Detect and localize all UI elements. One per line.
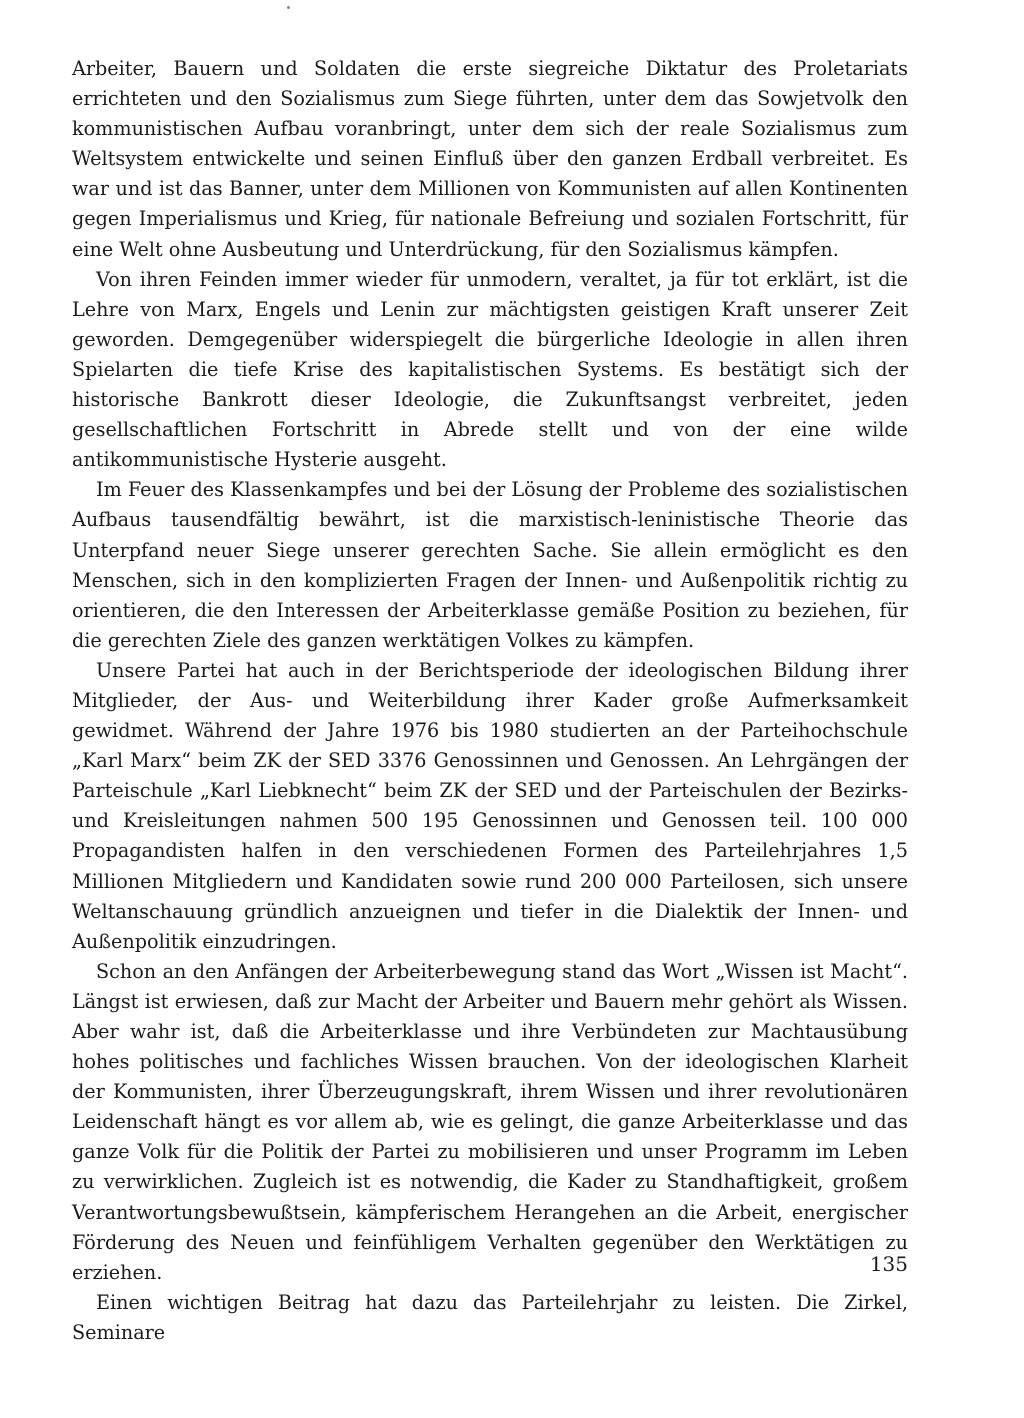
scan-speck bbox=[287, 6, 290, 9]
paragraph: Von ihren Feinden immer wieder für unmodern, veraltet, ja für tot erklärt, ist die Lehre von Marx, Engels und Lenin zur mächtigsten geistigen Kraft unserer Zeit geworden. Demgegenüber widerspiegelt die bürgerliche Ideologie in allen ihren Spielarten die tiefe Krise des kapitalistischen Systems. Es bestätigt sich der historische Bankrott dieser Ideologie, die Zukunftsangst verbreitet, jeden gesellschaftlichen Fortschritt in Abrede stellt und von der eine wilde antikommunistische Hysterie ausgeht. bbox=[72, 267, 908, 472]
page-number: 135 bbox=[869, 1252, 908, 1276]
paragraph: Im Feuer des Klassenkampfes und bei der Lösung der Probleme des sozialistischen Aufbaus tausendfältig bewährt, ist die marxistisch-leninistische Theorie das Unterpfand neuer Siege unserer gerechten Sache. Sie allein ermöglicht es den Menschen, sich in den komplizierten Fragen der Innen- und Außenpolitik richtig zu orientieren, die den Interessen der Arbeiterklasse gemäße Position zu beziehen, für die gerechten Ziele des ganzen werktätigen Volkes zu kämpfen. bbox=[72, 478, 908, 652]
paragraph: Arbeiter, Bauern und Soldaten die erste siegreiche Diktatur des Proletariats errichteten und den Sozialismus zum Siege führten, unter dem das Sowjetvolk den kommunistischen Aufbau voranbringt, unter dem sich der reale Sozialismus zum Weltsystem entwickelte und seinen Einfluß über den ganzen Erdball verbreitet. Es war und ist das Banner, unter dem Millionen von Kommunisten auf allen Kontinenten gegen Imperialismus und Krieg, für nationale Befreiung und sozialen Fortschritt, für eine Welt ohne Ausbeutung und Unterdrückung, für den Sozialismus kämpfen. bbox=[72, 57, 908, 261]
body-text bbox=[72, 54, 908, 1348]
paragraph: Einen wichtigen Beitrag hat dazu das Parteilehrjahr zu leisten. Die Zirkel, Seminare bbox=[72, 1290, 908, 1344]
paragraph: Schon an den Anfängen der Arbeiterbewegung stand das Wort „Wissen ist Macht“. Längst ist erwiesen, daß zur Macht der Arbeiter und Bauern mehr gehört als Wissen. Aber wahr ist, daß die Arbeiterklasse und ihre Verbündeten zur Machtausübung hohes politisches und fachliches Wissen brauchen. Von der ideologischen Klarheit der Kommunisten, ihrer Überzeugungskraft, ihrem Wissen und ihrer revolutionären Leidenschaft hängt es vor allem ab, wie es gelingt, die ganze Arbeiterklasse und das ganze Volk für die Politik der Partei zu mobilisieren und unser Programm im Leben zu verwirklichen. Zugleich ist es notwendig, die Kader zu Standhaftigkeit, großem Verantwortungsbewußtsein, kämpferischem Herangehen an die Arbeit, energischer Förderung des Neuen und feinfühligem Verhalten gegenüber den Werktätigen zu erziehen. bbox=[72, 959, 908, 1284]
paragraph: Unsere Partei hat auch in der Berichtsperiode der ideologischen Bildung ihrer Mitglieder, der Aus- und Weiterbildung ihrer Kader große Aufmerksamkeit gewidmet. Während der Jahre 1976 bis 1980 studierten an der Parteihochschule „Karl Marx“ beim ZK der SED 3376 Genossinnen und Genossen. An Lehrgängen der Parteischule „Karl Liebknecht“ beim ZK der SED und der Parteischulen der Bezirks- und Kreisleitungen nahmen 500 195 Genossinnen und Genossen teil. 100 000 Propagandisten halfen in den verschiedenen Formen des Parteilehrjahres 1,5 Millionen Mitgliedern und Kandidaten sowie rund 200 000 Parteilosen, sich unsere Weltanschauung gründlich anzueignen und tiefer in die Dialektik der Innen- und Außenpolitik einzudringen. bbox=[72, 658, 908, 953]
